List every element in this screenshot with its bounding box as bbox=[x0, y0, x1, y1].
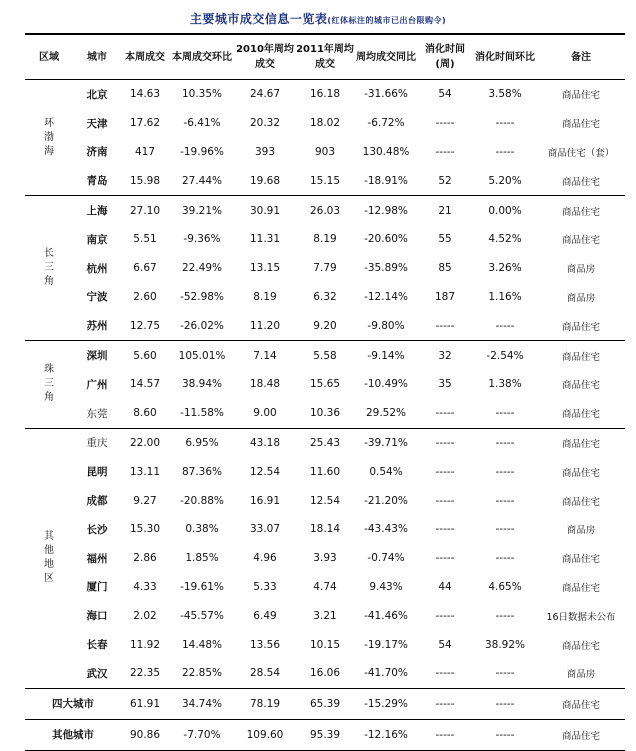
transaction-table bbox=[25, 33, 625, 751]
city-cell: 福州 bbox=[86, 552, 108, 565]
value-cell: 11.20 bbox=[235, 311, 295, 340]
value-cell: 3.58% bbox=[488, 88, 522, 101]
value-cell: -11.58% bbox=[169, 399, 235, 428]
table-row bbox=[25, 515, 625, 544]
value-cell: 54 bbox=[438, 88, 452, 101]
value-cell: -9.36% bbox=[183, 233, 221, 246]
value-cell: 8.19 bbox=[253, 290, 277, 303]
table-row bbox=[25, 254, 625, 283]
total-label: 其他城市 bbox=[25, 719, 121, 750]
value-cell: ----- bbox=[417, 399, 473, 428]
value-cell: 12.54 bbox=[309, 494, 341, 507]
city-cell: 南京 bbox=[86, 233, 108, 246]
value-cell: 78.19 bbox=[235, 688, 295, 719]
value-cell: -39.71% bbox=[364, 436, 408, 449]
table-row bbox=[25, 573, 625, 602]
value-cell: -7.70% bbox=[169, 719, 235, 750]
note-cell: 商品住宅 bbox=[537, 399, 625, 428]
note-cell: 商品住宅 bbox=[561, 554, 600, 566]
value-cell: 43.18 bbox=[249, 436, 281, 449]
column-header: 2011年周均成交 bbox=[295, 34, 355, 80]
note-cell: 商品住宅 bbox=[561, 438, 600, 450]
value-cell: 24.67 bbox=[249, 88, 281, 101]
value-cell: ----- bbox=[417, 311, 473, 340]
value-cell: 22.35 bbox=[121, 659, 169, 688]
value-cell: 6.95% bbox=[185, 436, 219, 449]
value-cell: ----- bbox=[435, 523, 455, 536]
value-cell: -9.80% bbox=[355, 311, 417, 340]
table-row bbox=[25, 486, 625, 515]
value-cell: -21.20% bbox=[364, 494, 408, 507]
value-cell: 39.21% bbox=[181, 204, 223, 217]
value-cell: 1.16% bbox=[488, 290, 522, 303]
value-cell: 393 bbox=[254, 145, 276, 158]
city-cell: 宁波 bbox=[86, 291, 108, 304]
value-cell: 12.75 bbox=[121, 311, 169, 340]
region-label: 环渤海 bbox=[44, 117, 54, 157]
value-cell: ----- bbox=[473, 688, 537, 719]
city-cell: 昆明 bbox=[86, 466, 108, 479]
value-cell: 54 bbox=[438, 638, 452, 651]
value-cell: -0.74% bbox=[367, 552, 405, 565]
note-cell: 商品住宅（套） bbox=[547, 147, 615, 159]
value-cell: 15.15 bbox=[295, 166, 355, 195]
value-cell: -20.60% bbox=[364, 233, 408, 246]
value-cell: 7.14 bbox=[253, 349, 277, 362]
value-cell: 9.43% bbox=[369, 580, 403, 593]
value-cell: 27.10 bbox=[129, 204, 161, 217]
value-cell: 15.30 bbox=[129, 523, 161, 536]
value-cell: ----- bbox=[435, 609, 455, 622]
city-cell: 长沙 bbox=[86, 523, 108, 536]
table-row bbox=[25, 630, 625, 659]
value-cell: 90.86 bbox=[121, 719, 169, 750]
value-cell: -10.49% bbox=[364, 378, 408, 391]
note-cell: 商品住宅 bbox=[561, 467, 600, 479]
value-cell: 187 bbox=[434, 290, 456, 303]
title-text: 主要城市成交信息一览表 bbox=[189, 12, 328, 26]
table-row bbox=[25, 370, 625, 399]
table-row bbox=[25, 225, 625, 254]
value-cell: 22.00 bbox=[129, 436, 161, 449]
value-cell: ----- bbox=[495, 494, 515, 507]
value-cell: 15.98 bbox=[121, 166, 169, 195]
value-cell: 11.31 bbox=[249, 233, 281, 246]
table-row bbox=[25, 457, 625, 486]
value-cell: 10.35% bbox=[181, 88, 223, 101]
city-cell: 济南 bbox=[86, 146, 108, 159]
value-cell: 55 bbox=[438, 233, 452, 246]
city-cell: 厦门 bbox=[86, 581, 108, 594]
value-cell: 19.68 bbox=[235, 166, 295, 195]
table-row bbox=[25, 659, 625, 688]
total-row bbox=[25, 719, 625, 750]
value-cell: ----- bbox=[435, 494, 455, 507]
note-cell: 16日数据未公布 bbox=[546, 611, 616, 623]
value-cell: 6.49 bbox=[253, 609, 277, 622]
value-cell: -41.70% bbox=[355, 659, 417, 688]
value-cell: 109.60 bbox=[235, 719, 295, 750]
region-cell bbox=[25, 80, 73, 196]
value-cell: 52 bbox=[417, 166, 473, 195]
column-header: 消化时间环比 bbox=[473, 34, 537, 80]
value-cell: -12.98% bbox=[364, 204, 408, 217]
note-cell: 商品住宅 bbox=[537, 311, 625, 340]
note-cell: 商品住宅 bbox=[561, 582, 600, 594]
value-cell: 903 bbox=[314, 145, 336, 158]
value-cell: 27.44% bbox=[169, 166, 235, 195]
value-cell: 16.06 bbox=[295, 659, 355, 688]
note-cell: 商品住宅 bbox=[537, 688, 625, 719]
table-row bbox=[25, 399, 625, 428]
value-cell: 15.65 bbox=[309, 378, 341, 391]
column-header: 本周成交环比 bbox=[169, 34, 235, 80]
value-cell: 3.26% bbox=[488, 262, 522, 275]
value-cell: ----- bbox=[435, 436, 455, 449]
column-header: 消化时间(周) bbox=[417, 34, 473, 80]
value-cell: 5.60 bbox=[133, 349, 157, 362]
value-cell: 61.91 bbox=[121, 688, 169, 719]
column-header: 城市 bbox=[73, 34, 121, 80]
value-cell: 2.86 bbox=[133, 552, 157, 565]
value-cell: -19.61% bbox=[180, 580, 224, 593]
city-cell: 苏州 bbox=[73, 311, 121, 340]
value-cell: -41.46% bbox=[364, 609, 408, 622]
value-cell: ----- bbox=[417, 719, 473, 750]
header-row bbox=[25, 34, 625, 80]
value-cell: -52.98% bbox=[180, 290, 224, 303]
city-cell: 天津 bbox=[86, 117, 108, 130]
value-cell: -6.72% bbox=[367, 117, 405, 130]
note-cell: 商品住宅 bbox=[537, 166, 625, 195]
value-cell: 4.52% bbox=[488, 233, 522, 246]
value-cell: 13.15 bbox=[249, 262, 281, 275]
value-cell: 10.36 bbox=[295, 399, 355, 428]
value-cell: 22.49% bbox=[181, 262, 223, 275]
table-row bbox=[25, 196, 625, 225]
value-cell: 11.60 bbox=[309, 465, 341, 478]
value-cell: 29.52% bbox=[355, 399, 417, 428]
value-cell: ----- bbox=[495, 609, 515, 622]
value-cell: 87.36% bbox=[181, 465, 223, 478]
value-cell: 32 bbox=[438, 349, 452, 362]
value-cell: ----- bbox=[473, 719, 537, 750]
value-cell: ----- bbox=[495, 523, 515, 536]
value-cell: 21 bbox=[438, 204, 452, 217]
value-cell: 7.79 bbox=[313, 262, 337, 275]
value-cell: 14.57 bbox=[129, 378, 161, 391]
value-cell: 0.54% bbox=[369, 465, 403, 478]
table-row bbox=[25, 311, 625, 340]
value-cell: 10.15 bbox=[309, 638, 341, 651]
city-cell: 重庆 bbox=[86, 437, 108, 450]
value-cell: 25.43 bbox=[309, 436, 341, 449]
table-title bbox=[0, 10, 636, 27]
region-label: 其他地区 bbox=[44, 531, 54, 585]
total-row bbox=[25, 688, 625, 719]
value-cell: 85 bbox=[438, 262, 452, 275]
value-cell: -6.41% bbox=[183, 117, 221, 130]
value-cell: 38.94% bbox=[181, 378, 223, 391]
value-cell: 3.93 bbox=[313, 552, 337, 565]
value-cell: ----- bbox=[417, 688, 473, 719]
region-cell bbox=[25, 341, 73, 428]
column-header: 区域 bbox=[25, 34, 73, 80]
city-cell: 上海 bbox=[86, 205, 108, 218]
table-row bbox=[25, 283, 625, 312]
column-header: 备注 bbox=[537, 34, 625, 80]
note-cell: 商品住宅 bbox=[561, 206, 600, 218]
value-cell: 2.02 bbox=[133, 609, 157, 622]
value-cell: -12.16% bbox=[355, 719, 417, 750]
value-cell: 22.85% bbox=[169, 659, 235, 688]
value-cell: ----- bbox=[495, 436, 515, 449]
value-cell: -18.91% bbox=[355, 166, 417, 195]
value-cell: ----- bbox=[495, 145, 515, 158]
value-cell: 17.62 bbox=[129, 117, 161, 130]
value-cell: 417 bbox=[134, 145, 156, 158]
value-cell: 105.01% bbox=[178, 349, 226, 362]
value-cell: 16.91 bbox=[249, 494, 281, 507]
city-cell: 东莞 bbox=[73, 399, 121, 428]
city-cell: 杭州 bbox=[86, 262, 108, 275]
value-cell: 4.74 bbox=[313, 580, 337, 593]
value-cell: 5.51 bbox=[133, 233, 157, 246]
value-cell: 11.92 bbox=[129, 638, 161, 651]
value-cell: 8.19 bbox=[313, 233, 337, 246]
city-cell: 海口 bbox=[86, 610, 108, 623]
value-cell: 1.38% bbox=[488, 378, 522, 391]
city-cell: 北京 bbox=[86, 88, 108, 101]
table-row bbox=[25, 138, 625, 167]
table-row bbox=[25, 166, 625, 195]
note-cell: 商品住宅 bbox=[561, 380, 600, 392]
value-cell: ----- bbox=[473, 311, 537, 340]
value-cell: 5.33 bbox=[253, 580, 277, 593]
value-cell: 65.39 bbox=[295, 688, 355, 719]
note-cell: 商品住宅 bbox=[561, 351, 600, 363]
total-label: 四大城市 bbox=[25, 688, 121, 719]
value-cell: -15.29% bbox=[355, 688, 417, 719]
value-cell: 0.00% bbox=[488, 204, 522, 217]
title-subtitle: (红体标注的城市已出台限购令) bbox=[327, 16, 447, 25]
value-cell: -45.57% bbox=[180, 609, 224, 622]
value-cell: 18.14 bbox=[309, 523, 341, 536]
note-cell: 商品房 bbox=[566, 264, 596, 276]
note-cell: 商品住宅 bbox=[561, 90, 600, 102]
note-cell: 商品房 bbox=[566, 525, 596, 537]
note-cell: 商品房 bbox=[537, 659, 625, 688]
value-cell: 38.92% bbox=[484, 638, 526, 651]
note-cell: 商品住宅 bbox=[561, 496, 600, 508]
value-cell: ----- bbox=[495, 552, 515, 565]
value-cell: -9.14% bbox=[367, 349, 405, 362]
value-cell: -43.43% bbox=[364, 523, 408, 536]
value-cell: 28.54 bbox=[235, 659, 295, 688]
value-cell: -26.02% bbox=[169, 311, 235, 340]
value-cell: 4.96 bbox=[253, 552, 277, 565]
table-row bbox=[25, 80, 625, 109]
value-cell: ----- bbox=[495, 465, 515, 478]
city-cell: 深圳 bbox=[86, 350, 108, 363]
value-cell: 44 bbox=[438, 580, 452, 593]
region-label: 珠三角 bbox=[44, 364, 54, 404]
value-cell: 18.48 bbox=[249, 378, 281, 391]
value-cell: ----- bbox=[435, 145, 455, 158]
column-header: 2010年周均成交 bbox=[235, 34, 295, 80]
value-cell: 35 bbox=[438, 378, 452, 391]
value-cell: ----- bbox=[435, 552, 455, 565]
note-cell: 商品住宅 bbox=[561, 119, 600, 131]
value-cell: 5.58 bbox=[313, 349, 337, 362]
value-cell: 3.21 bbox=[313, 609, 337, 622]
city-cell: 武汉 bbox=[73, 659, 121, 688]
value-cell: 1.85% bbox=[185, 552, 219, 565]
city-cell: 青岛 bbox=[73, 166, 121, 195]
value-cell: 95.39 bbox=[295, 719, 355, 750]
note-cell: 商品住宅 bbox=[561, 235, 600, 247]
value-cell: 18.02 bbox=[309, 117, 341, 130]
value-cell: 13.56 bbox=[249, 638, 281, 651]
value-cell: 9.27 bbox=[133, 494, 157, 507]
table-row bbox=[25, 601, 625, 630]
value-cell: 8.60 bbox=[121, 399, 169, 428]
note-cell: 商品住宅 bbox=[537, 719, 625, 750]
value-cell: 16.18 bbox=[309, 88, 341, 101]
value-cell: 34.74% bbox=[169, 688, 235, 719]
table-row bbox=[25, 109, 625, 138]
note-cell: 商品房 bbox=[566, 292, 596, 304]
value-cell: -35.89% bbox=[364, 262, 408, 275]
value-cell: 20.32 bbox=[249, 117, 281, 130]
table-row bbox=[25, 428, 625, 457]
value-cell: 12.54 bbox=[249, 465, 281, 478]
value-cell: 6.32 bbox=[313, 290, 337, 303]
value-cell: ----- bbox=[473, 399, 537, 428]
note-cell: 商品住宅 bbox=[561, 640, 600, 652]
value-cell: -2.54% bbox=[486, 349, 524, 362]
value-cell: ----- bbox=[435, 117, 455, 130]
value-cell: 33.07 bbox=[249, 523, 281, 536]
value-cell: 0.38% bbox=[185, 523, 219, 536]
value-cell: ----- bbox=[417, 659, 473, 688]
value-cell: 30.91 bbox=[249, 204, 281, 217]
city-cell: 长春 bbox=[86, 639, 108, 652]
value-cell: 9.00 bbox=[235, 399, 295, 428]
city-cell: 成都 bbox=[86, 495, 108, 508]
value-cell: -12.14% bbox=[364, 290, 408, 303]
table-row bbox=[25, 341, 625, 370]
column-header: 本周成交 bbox=[121, 34, 169, 80]
value-cell: 9.20 bbox=[295, 311, 355, 340]
table-row bbox=[25, 544, 625, 573]
value-cell: ----- bbox=[473, 659, 537, 688]
region-label: 长三角 bbox=[44, 248, 54, 288]
value-cell: 2.60 bbox=[133, 290, 157, 303]
value-cell: ----- bbox=[495, 117, 515, 130]
value-cell: 13.11 bbox=[129, 465, 161, 478]
value-cell: 130.48% bbox=[362, 145, 410, 158]
value-cell: 6.67 bbox=[133, 262, 157, 275]
value-cell: -19.96% bbox=[180, 145, 224, 158]
column-header: 周均成交同比 bbox=[355, 34, 417, 80]
region-cell bbox=[25, 196, 73, 341]
region-cell bbox=[25, 428, 73, 688]
value-cell: -20.88% bbox=[180, 494, 224, 507]
value-cell: 4.33 bbox=[133, 580, 157, 593]
value-cell: 26.03 bbox=[309, 204, 341, 217]
value-cell: -31.66% bbox=[364, 88, 408, 101]
value-cell: 14.48% bbox=[181, 638, 223, 651]
value-cell: 5.20% bbox=[473, 166, 537, 195]
value-cell: 14.63 bbox=[129, 88, 161, 101]
value-cell: 4.65% bbox=[488, 580, 522, 593]
value-cell: ----- bbox=[435, 465, 455, 478]
city-cell: 广州 bbox=[86, 378, 108, 391]
value-cell: -19.17% bbox=[364, 638, 408, 651]
